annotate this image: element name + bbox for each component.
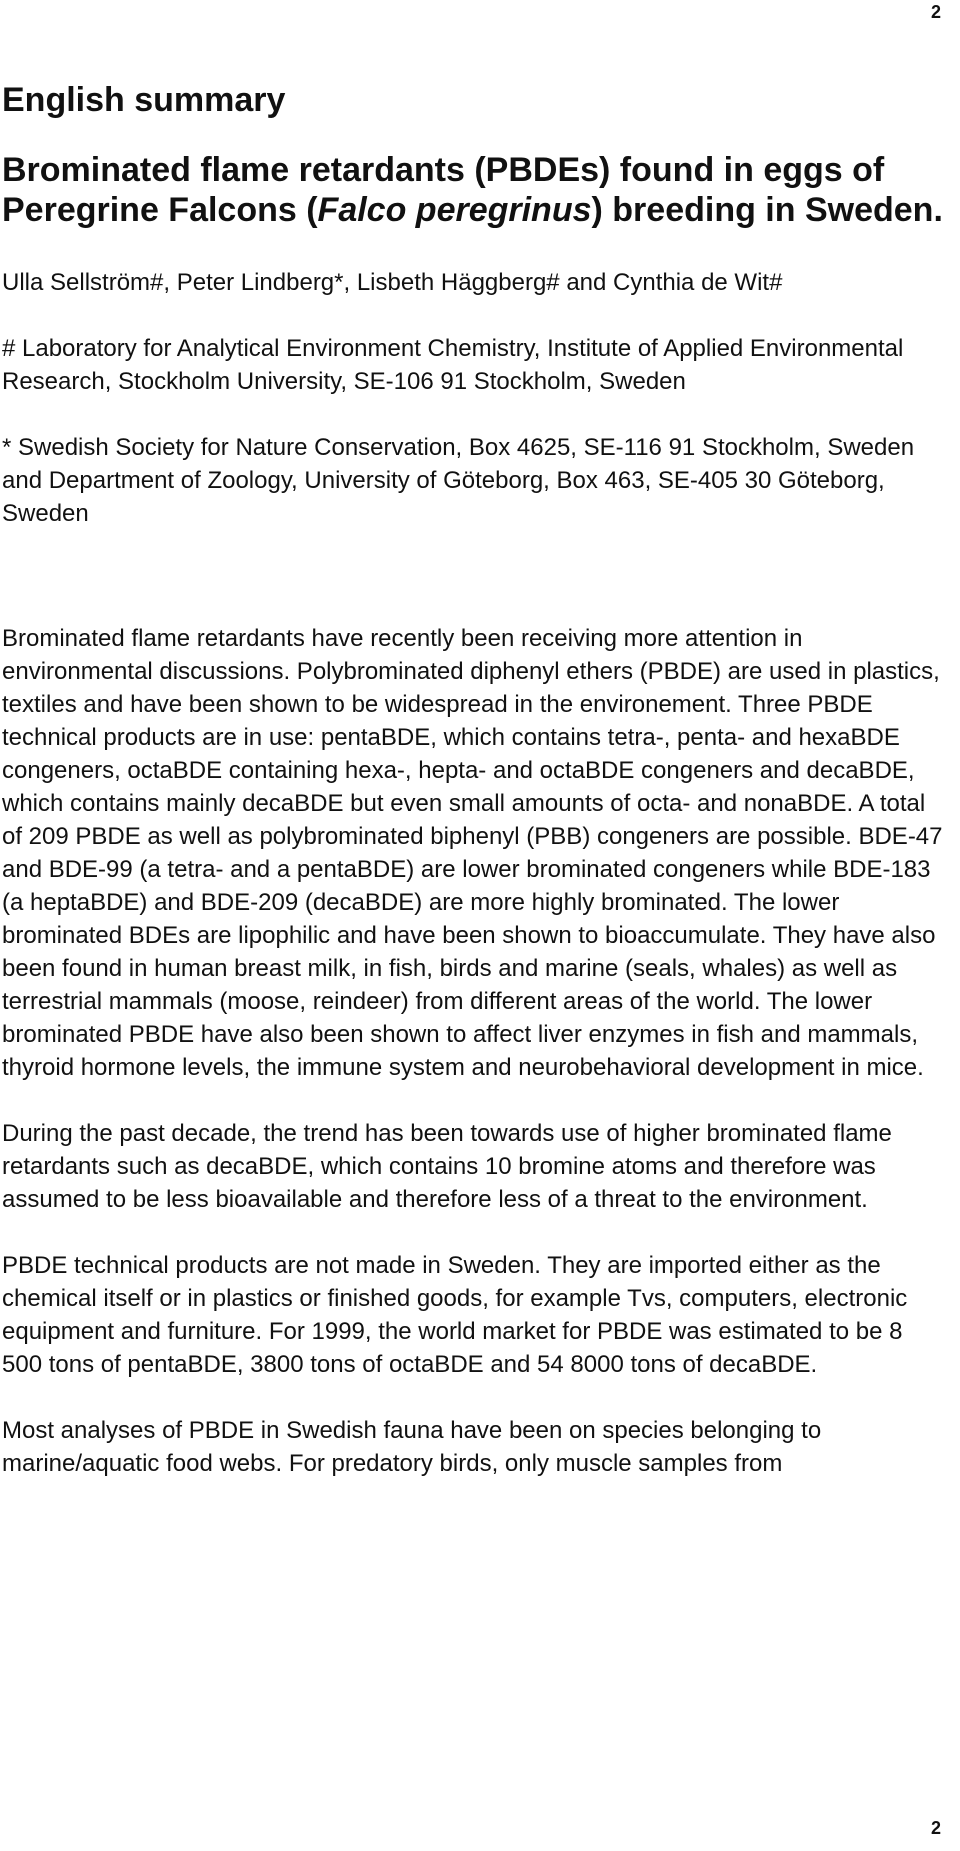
paragraph: Brominated flame retardants have recently been receiving more attention in environmental discussions. Polybrominated diphenyl ethers (PBDE) are used in plastics, textiles and have been shown to be widespread in the environement. Three PBDE technical products are in use: pentaBDE, which contains tetra-, penta- and hexaBDE congeners, octaBDE containing hexa-, hepta- and octaBDE congeners and decaBDE, which contains mainly decaBDE but even small amounts of octa- and nonaBDE. A total of 209 PBDE as well as polybrominated biphenyl (PBB) congeners are possible. BDE-47 and BDE-99 (a tetra- and a pentaBDE) are lower brominated congeners while BDE-183 (a heptaBDE) and BDE-209 (decaBDE) are more highly brominated. The lower brominated BDEs are lipophilic and have been shown to bioaccumulate. They have also been found in human breast milk, in fish, birds and marine (seals, whales) as well as terrestrial mammals (moose, reindeer) from different areas of the world. The lower brominated PBDE have also been shown to affect liver enzymes in fish and mammals, thyroid hormone levels, the immune system and neurobehavioral development in mice. (2, 625, 943, 1081)
document-body (2, 78, 947, 1480)
paragraph: During the past decade, the trend has been towards use of higher brominated flame retardants such as decaBDE, which contains 10 bromine atoms and therefore was assumed to be less bioavailable and therefore less of a threat to the environment. (2, 1120, 892, 1213)
title-part-1: Brominated flame retardants (PBDEs) found in eggs of Peregrine Falcons ( (2, 151, 885, 229)
section-heading: English summary (2, 81, 286, 119)
paragraph: Most analyses of PBDE in Swedish fauna have been on species belonging to marine/aquatic food webs. For predatory birds, only muscle samples from (2, 1417, 822, 1477)
author-list: Ulla Sellström#, Peter Lindberg*, Lisbeth Häggberg# and Cynthia de Wit# (2, 269, 783, 296)
article-title (2, 150, 947, 230)
page-number-bottom: 2 (930, 1818, 941, 1838)
paragraph: PBDE technical products are not made in Sweden. They are imported either as the chemical itself or in plastics or finished goods, for example Tvs, computers, electronic equipment and furniture. For 1999, the world market for PBDE was estimated to be 8 500 tons of pentaBDE, 3800 tons of octaBDE and 54 8000 tons of decaBDE. (2, 1252, 908, 1378)
title-part-2: ) breeding in Sweden. (591, 191, 943, 229)
affiliation-2: * Swedish Society for Nature Conservation, Box 4625, SE-116 91 Stockholm, Sweden and Department of Zoology, University of Göteborg, Box 463, SE-405 30 Göteborg, Sweden (2, 434, 915, 527)
page-number-top: 2 (930, 2, 941, 22)
affiliation-1: # Laboratory for Analytical Environment Chemistry, Institute of Applied Environmental Research, Stockholm University, SE-106 91 Stockholm, Sweden (2, 335, 904, 395)
title-species-italic: Falco peregrinus (317, 191, 592, 229)
